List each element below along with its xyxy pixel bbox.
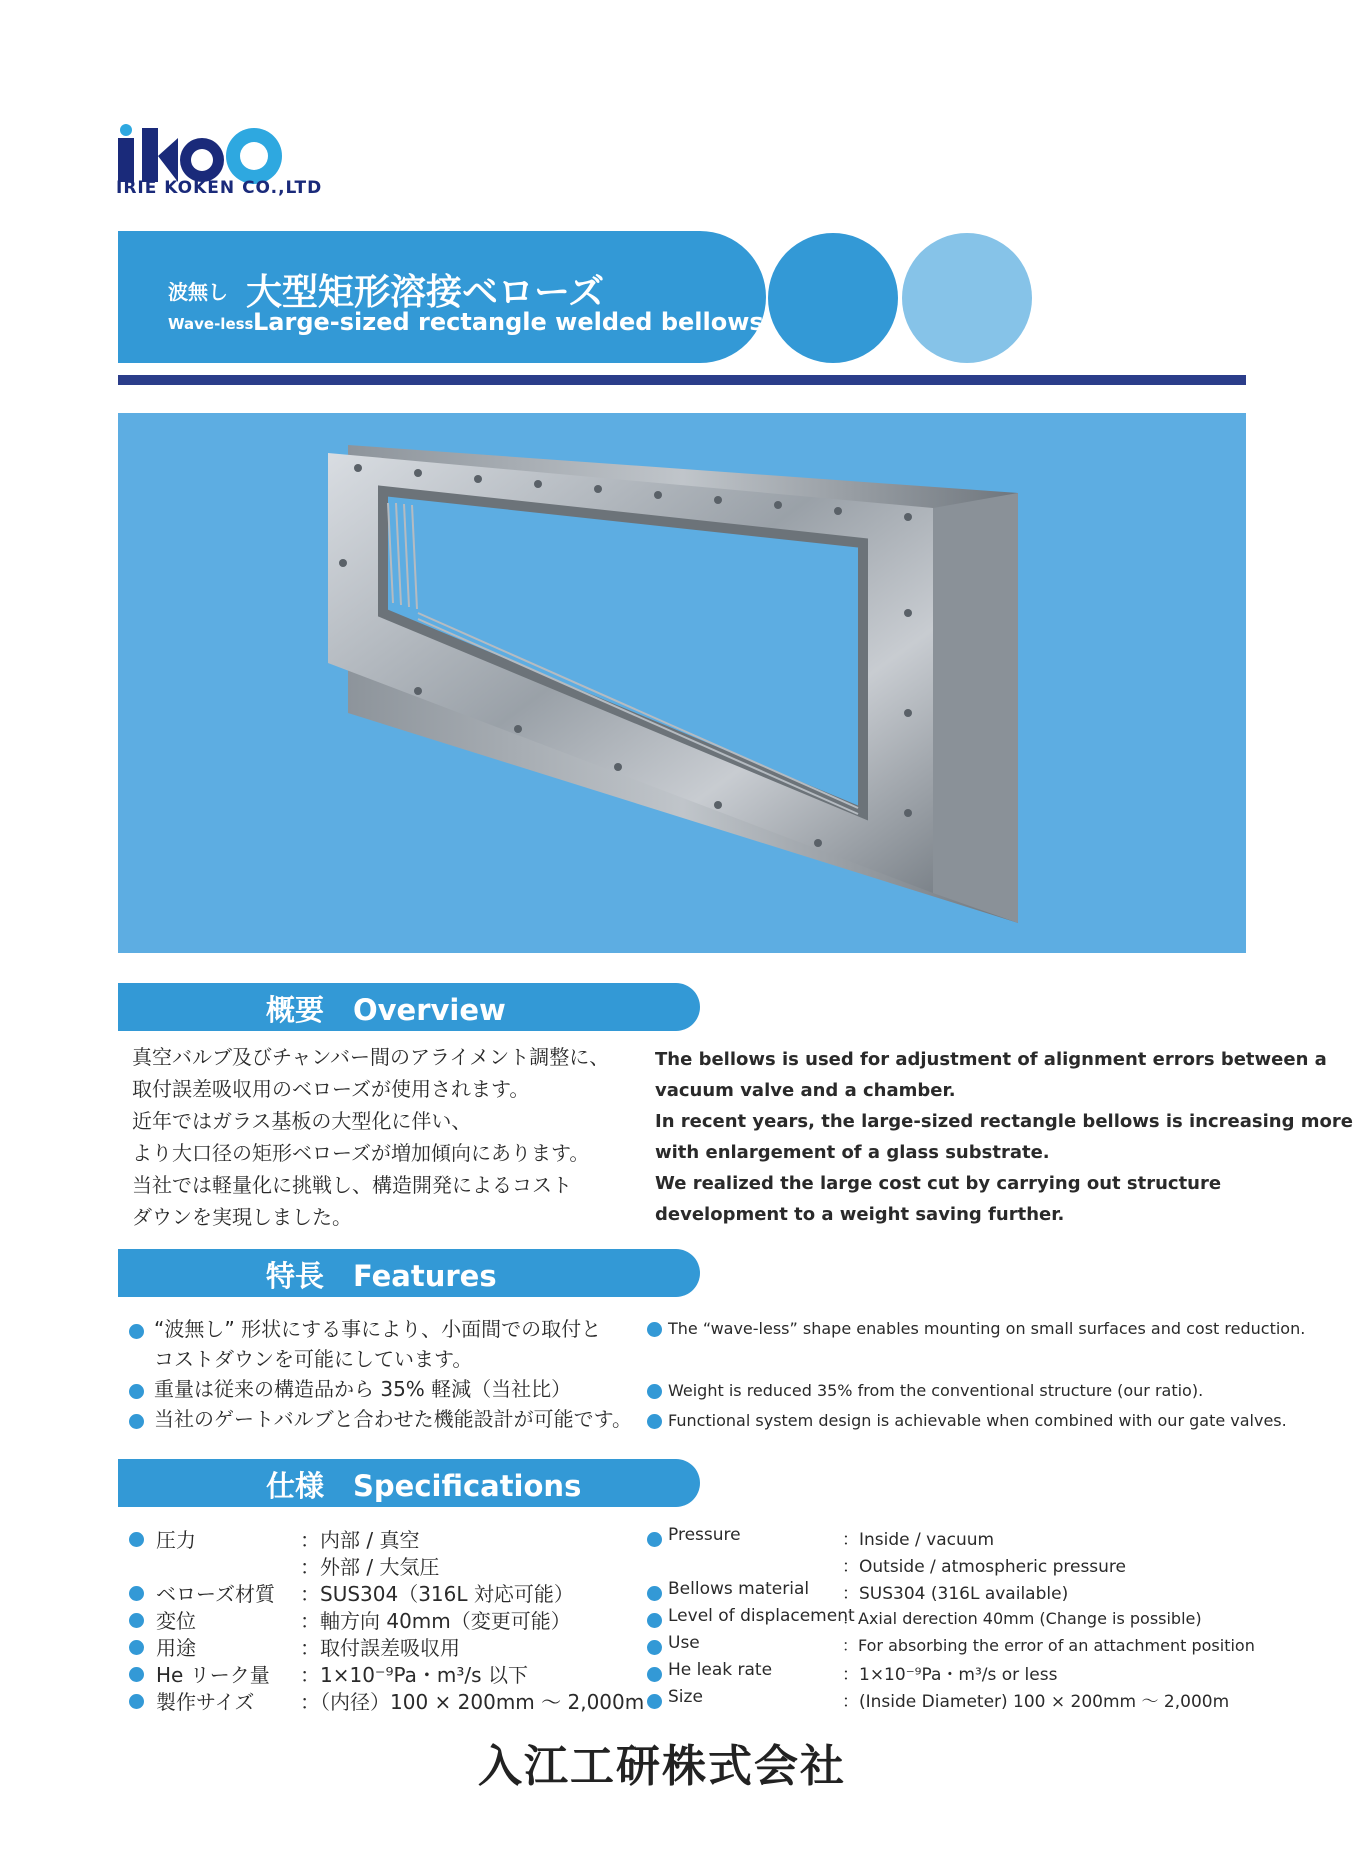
overview-jp-line: 当社では軽量化に挑戦し、構造開発によるコスト <box>132 1173 572 1197</box>
overview-en-line: vacuum valve and a chamber. <box>655 1080 956 1101</box>
spec-jp-label: He リーク量 <box>156 1663 270 1687</box>
bullet-icon <box>647 1532 662 1547</box>
overview-en-line: with enlargement of a glass substrate. <box>655 1142 1050 1163</box>
overview-heading: 概要 Overview <box>266 993 506 1027</box>
spec-jp-value: ：取付誤差吸収用 <box>300 1636 460 1660</box>
title-jp: 大型矩形溶接ベローズ <box>246 272 605 313</box>
spec-jp-value: ：内部 / 真空 <box>300 1528 420 1552</box>
bullet-icon <box>129 1414 144 1429</box>
bullet-icon <box>647 1414 662 1429</box>
spec-jp-label: 製作サイズ <box>156 1690 255 1714</box>
overview-jp-line: 取付誤差吸収用のベローズが使用されます。 <box>132 1077 530 1101</box>
overview-jp-line: より大口径の矩形ベローズが増加傾向にあります。 <box>132 1141 590 1165</box>
overview-en-line: We realized the large cost cut by carrying out structure <box>655 1173 1222 1194</box>
company-name-jp: 入江工研株式会社 <box>478 1741 846 1792</box>
feature-jp-item: “波無し” 形状にする事により、小面間での取付と <box>154 1317 602 1341</box>
spec-jp-value: ：1×10⁻⁹Pa・m³/s 以下 <box>300 1663 528 1687</box>
bullet-icon <box>129 1694 144 1709</box>
bullet-icon <box>647 1667 662 1682</box>
feature-en-item: Weight is reduced 35% from the conventional structure (our ratio). <box>668 1381 1204 1400</box>
bullet-icon <box>129 1613 144 1628</box>
overview-en-line: The bellows is used for adjustment of alignment errors between a <box>655 1049 1327 1070</box>
spec-en-label: He leak rate <box>668 1660 773 1680</box>
spec-jp-label: 圧力 <box>156 1528 196 1552</box>
divider-rule <box>118 375 1246 385</box>
spec-en-value: ：Inside / vacuum <box>842 1530 995 1550</box>
bullet-icon <box>647 1694 662 1709</box>
spec-en-value: ：Axial derection 40mm (Change is possible) <box>842 1609 1202 1628</box>
feature-jp-item-cont: コストダウンを可能にしています。 <box>154 1347 473 1371</box>
spec-jp-value: ：SUS304（316L 対応可能） <box>300 1582 574 1606</box>
overview-en-line: In recent years, the large-sized rectangle bellows is increasing more <box>655 1111 1353 1132</box>
features-heading: 特長 Features <box>266 1259 497 1293</box>
feature-jp-item: 重量は従来の構造品から 35% 軽減（当社比） <box>154 1377 572 1401</box>
spec-jp-value: ：軸方向 40mm（変更可能） <box>300 1609 571 1633</box>
feature-en-item: Functional system design is achievable when combined with our gate valves. <box>668 1411 1287 1430</box>
decorative-circle <box>768 233 898 363</box>
bellows-illustration <box>118 413 1246 953</box>
overview-jp-line: 近年ではガラス基板の大型化に伴い、 <box>132 1109 472 1133</box>
spec-en-label: Use <box>668 1633 700 1653</box>
spec-jp-label: 用途 <box>156 1636 196 1660</box>
spec-jp-value: ：外部 / 大気圧 <box>300 1555 440 1579</box>
specs-heading: 仕様 Specifications <box>266 1469 582 1503</box>
bullet-icon <box>129 1532 144 1547</box>
title-jp-prefix: 波無し <box>168 280 228 304</box>
overview-en-line: development to a weight saving further. <box>655 1204 1065 1225</box>
bullet-icon <box>647 1384 662 1399</box>
logo-company-name: IRIE KOKEN CO.,LTD <box>116 178 323 198</box>
title-en: Large-sized rectangle welded bellows <box>253 308 764 336</box>
overview-jp-line: 真空バルブ及びチャンバー間のアライメント調整に、 <box>132 1045 610 1069</box>
bullet-icon <box>129 1640 144 1655</box>
spec-en-value: ：For absorbing the error of an attachment position <box>842 1636 1255 1655</box>
spec-en-label: Bellows material <box>668 1579 810 1599</box>
bullet-icon <box>647 1322 662 1337</box>
bullet-icon <box>129 1667 144 1682</box>
spec-en-value: ：1×10⁻⁹Pa・m³/s or less <box>842 1665 1058 1685</box>
spec-en-label: Level of displacement <box>668 1606 855 1626</box>
spec-en-value: ：SUS304 (316L available) <box>842 1584 1069 1604</box>
spec-jp-value: ：（内径）100 × 200mm ～ 2,000m <box>300 1690 645 1714</box>
bullet-icon <box>129 1586 144 1601</box>
decorative-circle-light <box>902 233 1032 363</box>
spec-en-label: Size <box>668 1687 703 1707</box>
product-photo <box>118 413 1246 953</box>
spec-en-label: Pressure <box>668 1525 741 1545</box>
feature-en-item: The “wave-less” shape enables mounting on small surfaces and cost reduction. <box>668 1319 1306 1338</box>
bullet-icon <box>129 1384 144 1399</box>
bullet-icon <box>647 1586 662 1601</box>
bullet-icon <box>129 1324 144 1339</box>
feature-jp-item: 当社のゲートバルブと合わせた機能設計が可能です。 <box>154 1407 632 1431</box>
title-en-prefix: Wave-less <box>168 315 254 333</box>
spec-en-value: ：Outside / atmospheric pressure <box>842 1557 1127 1577</box>
bullet-icon <box>647 1640 662 1655</box>
spec-jp-label: ベローズ材質 <box>156 1582 275 1606</box>
spec-jp-label: 変位 <box>156 1609 196 1633</box>
overview-jp-line: ダウンを実現しました。 <box>132 1205 352 1229</box>
spec-en-value: ：(Inside Diameter) 100 × 200mm ～ 2,000m <box>842 1692 1230 1712</box>
bullet-icon <box>647 1613 662 1628</box>
